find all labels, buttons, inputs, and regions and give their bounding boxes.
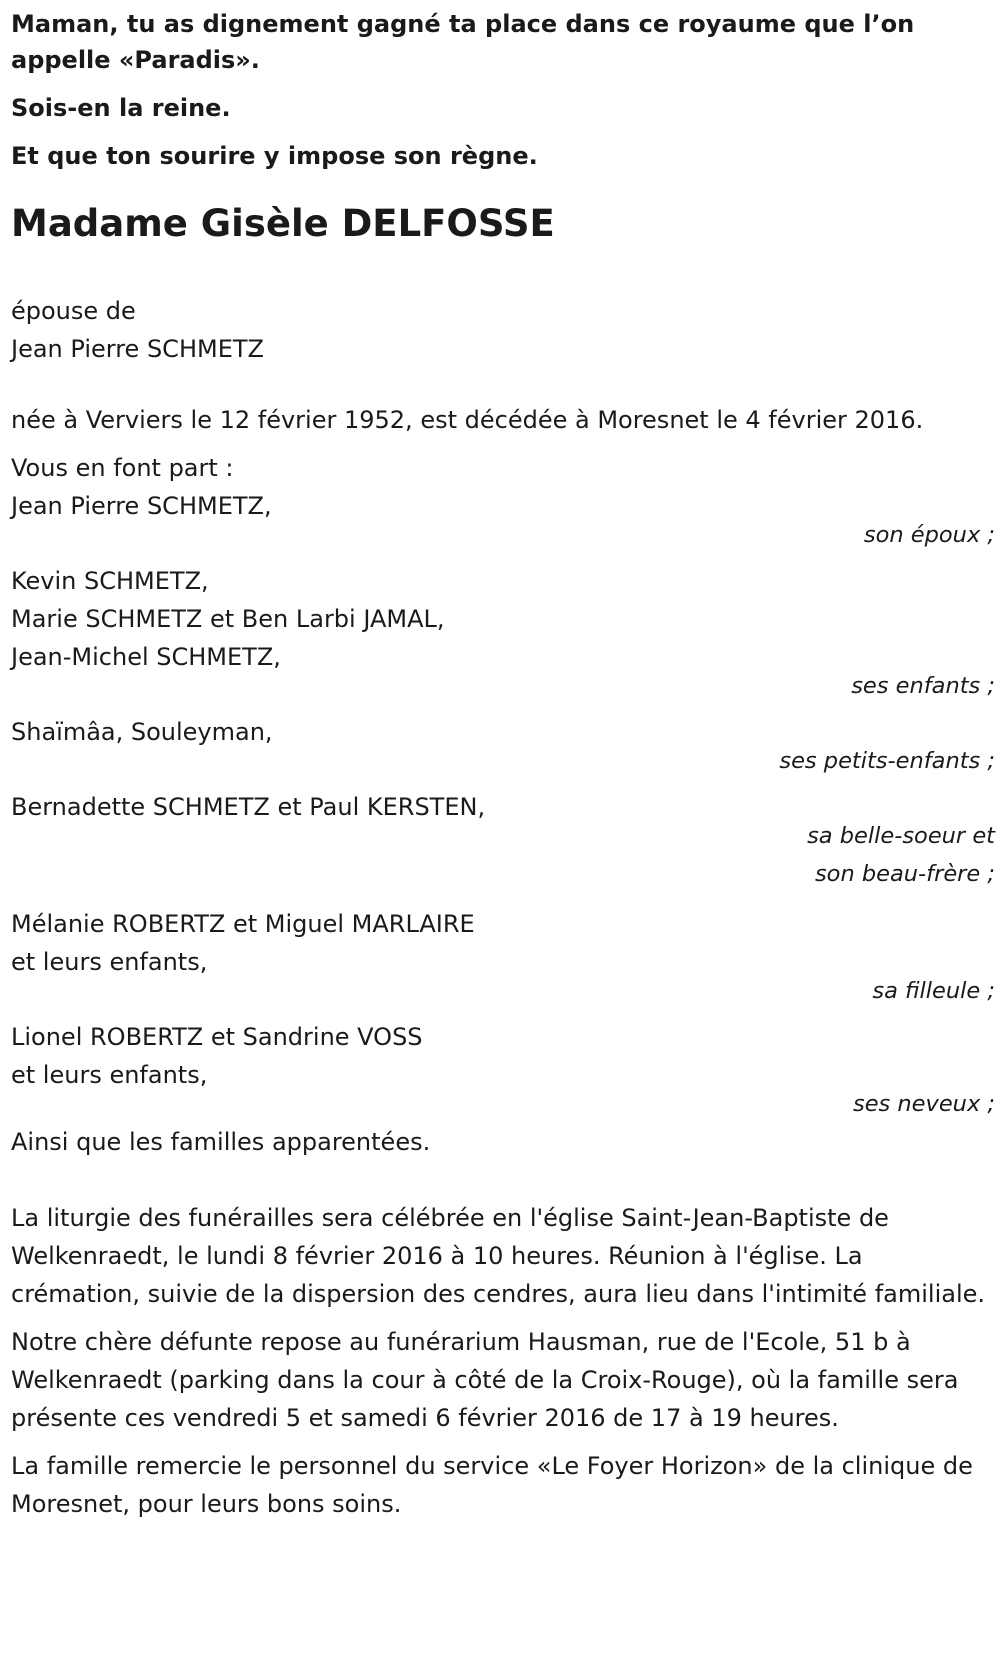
thanks-text: La famille remercie le personnel du service «Le Foyer Horizon» de la clinique de Moresnet, pour leurs bons soins. [11,1452,973,1518]
announcement-closing: Ainsi que les familles apparentées. [11,1128,431,1156]
spouse-label: épouse de [11,297,136,325]
announcement-intro: Vous en font part : [11,454,234,482]
family-member-line: Jean-Michel SCHMETZ, [11,643,281,671]
family-member-line: Marie SCHMETZ et Ben Larbi JAMAL, [11,605,445,633]
family-role-line-1: sa belle-soeur et [807,823,995,849]
family-role: ses enfants ; [851,673,995,699]
viewing-text: Notre chère défunte repose au funérarium Hausman, rue de l'Ecole, 51 b à Welkenraedt (parking dans la cour à côté de la Croix-Rouge), où la famille sera présente ces vendredi 5 et samedi 6 février 2016 de 17 à 19 heures. [11,1328,959,1432]
spouse-block [11,292,990,368]
family-member-line: Bernadette SCHMETZ et Paul KERSTEN, [11,793,486,821]
family-role: sa filleule ; [872,978,995,1004]
deceased-name: Madame Gisèle DELFOSSE [11,202,555,245]
family-member-line: Mélanie ROBERTZ et Miguel MARLAIRE [11,910,475,938]
family-member-line: Lionel ROBERTZ et Sandrine VOSS [11,1023,423,1051]
family-member-line: Shaïmâa, Souleyman, [11,718,273,746]
family-member-line: Jean Pierre SCHMETZ, [11,492,272,520]
family-group-grandchildren [11,713,995,780]
family-member-line: et leurs enfants, [11,1061,208,1089]
funeral-text: La liturgie des funérailles sera célébrée en l'église Saint-Jean-Baptiste de Welkenraedt, le lundi 8 février 2016 à 10 heures. Réunion à l'église. La crémation, suivie de la dispersion des cendres, aura lieu dans l'intimité familiale. [11,1204,986,1308]
family-group-in-laws [11,788,995,893]
spouse-name: Jean Pierre SCHMETZ [11,335,264,363]
epigraph-line-2: Sois-en la reine. [11,94,231,122]
service-details [11,1199,990,1523]
family-group-goddaughter [11,905,995,1010]
family-group-children [11,562,995,705]
family-member-line: Kevin SCHMETZ, [11,567,209,595]
family-role: ses neveux ; [852,1091,995,1117]
epigraph [11,6,990,174]
family-member-line: et leurs enfants, [11,948,208,976]
epigraph-line-3: Et que ton sourire y impose son règne. [11,142,538,170]
family-role: son époux ; [863,522,995,548]
birth-death-text: née à Verviers le 12 février 1952, est décédée à Moresnet le 4 février 2016. [11,406,924,434]
family-role: ses petits-enfants ; [779,748,995,774]
family-role-line-2: son beau-frère ; [814,861,995,887]
family-announcement [11,449,995,1161]
epigraph-line-1: Maman, tu as dignement gagné ta place dans ce royaume que l’on appelle «Paradis». [11,10,915,74]
family-group-nephews [11,1018,995,1123]
family-group-spouse [11,487,995,554]
